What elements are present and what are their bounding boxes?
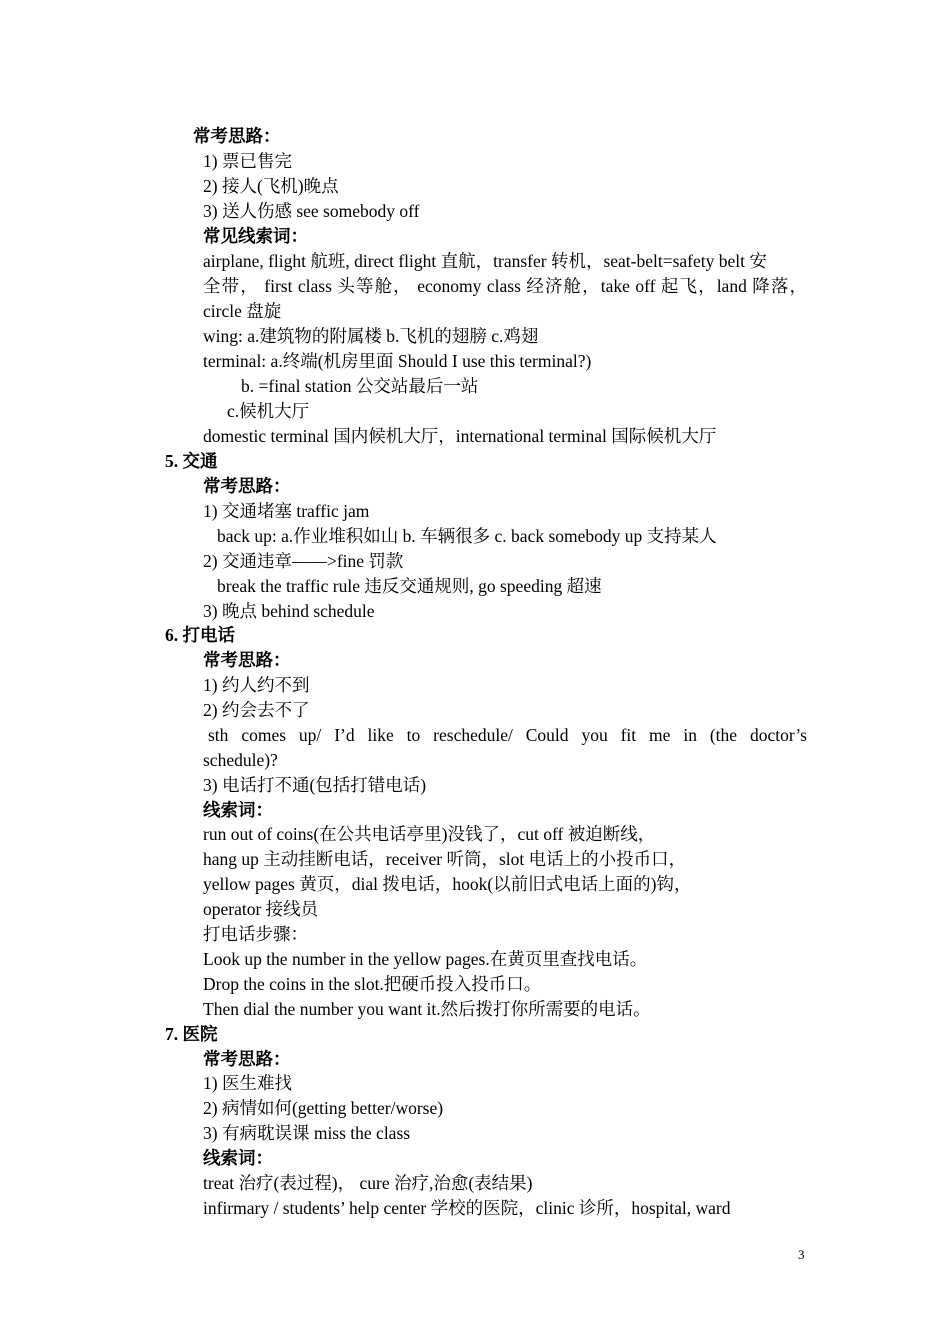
text-line: sth comes up/ I’d like to reschedule/ Could you fit me in (the doctor’s [208, 725, 807, 745]
text-line: 全带， first class 头等舱， economy class 经济舱，take off 起飞，land 降落， [203, 276, 807, 296]
text-line: run out of coins(在公共电话亭里)没钱了，cut off 被迫断线， [203, 824, 656, 844]
text-line: airplane, flight 航班, direct flight 直航，transfer 转机，seat-belt=safety belt 安 [203, 251, 767, 271]
text-line: 1) 医生难找 [203, 1073, 292, 1093]
text-line: Drop the coins in the slot.把硬币投入投币口。 [203, 974, 542, 994]
text-line: 1) 约人约不到 [203, 675, 310, 695]
text-line: 2) 病情如何(getting better/worse) [203, 1098, 444, 1118]
text-line: c.候机大厅 [227, 401, 310, 421]
text-line: 3) 送人伤感 see somebody off [203, 201, 420, 221]
text-line: domestic terminal 国内候机大厅，international terminal 国际候机大厅 [203, 426, 717, 446]
text-line: wing: a.建筑物的附属楼 b.飞机的翅膀 c.鸡翅 [203, 326, 539, 346]
text-line: 2) 接人(飞机)晚点 [203, 176, 339, 196]
text-line: 2) 交通违章——>fine 罚款 [203, 551, 404, 571]
text-line: Then dial the number you want it.然后拨打你所需要的电话。 [203, 999, 651, 1019]
text-line: operator 接线员 [203, 899, 319, 919]
text-line: 3) 电话打不通(包括打错电话) [203, 775, 427, 795]
section-heading: 线索词： [203, 1148, 273, 1168]
page-number: 3 [798, 1247, 805, 1262]
text-line: yellow pages 黄页，dial 拨电话，hook(以前旧式电话上面的)钩， [203, 874, 692, 894]
text-line: break the traffic rule 违反交通规则, go speeding 超速 [217, 576, 602, 596]
section-heading: 常考思路： [203, 650, 291, 670]
text-line: back up: a.作业堆积如山 b. 车辆很多 c. back somebody up 支持某人 [217, 526, 717, 546]
text-line: 2) 约会去不了 [203, 700, 310, 720]
text-line: treat 治疗(表过程)， cure 治疗,治愈(表结果) [203, 1173, 533, 1193]
text-line: 3) 晚点 behind schedule [203, 601, 375, 621]
text-line: 1) 票已售完 [203, 151, 292, 171]
text-line: terminal: a.终端(机房里面 Should I use this terminal?) [203, 351, 592, 371]
text-line: 打电话步骤： [203, 924, 308, 944]
text-line: Look up the number in the yellow pages.在黄页里查找电话。 [203, 949, 648, 969]
section-heading: 常考思路： [203, 476, 291, 496]
numbered-heading: 7. 医院 [165, 1024, 218, 1044]
text-line: circle 盘旋 [203, 301, 282, 321]
section-heading: 常考思路： [203, 1049, 291, 1069]
text-line: b. =final station 公交站最后一站 [241, 376, 479, 396]
numbered-heading: 5. 交通 [165, 451, 218, 471]
section-heading: 常见线索词： [203, 226, 308, 246]
text-line: infirmary / students’ help center 学校的医院，clinic 诊所，hospital, ward [203, 1198, 731, 1218]
text-line: 3) 有病耽误课 miss the class [203, 1123, 411, 1143]
text-line: 1) 交通堵塞 traffic jam [203, 501, 370, 521]
text-line: hang up 主动挂断电话，receiver 听筒，slot 电话上的小投币口， [203, 849, 687, 869]
text-line: schedule)? [203, 750, 278, 770]
section-heading: 常考思路： [193, 126, 281, 146]
numbered-heading: 6. 打电话 [165, 625, 235, 645]
section-heading: 线索词： [203, 800, 273, 820]
